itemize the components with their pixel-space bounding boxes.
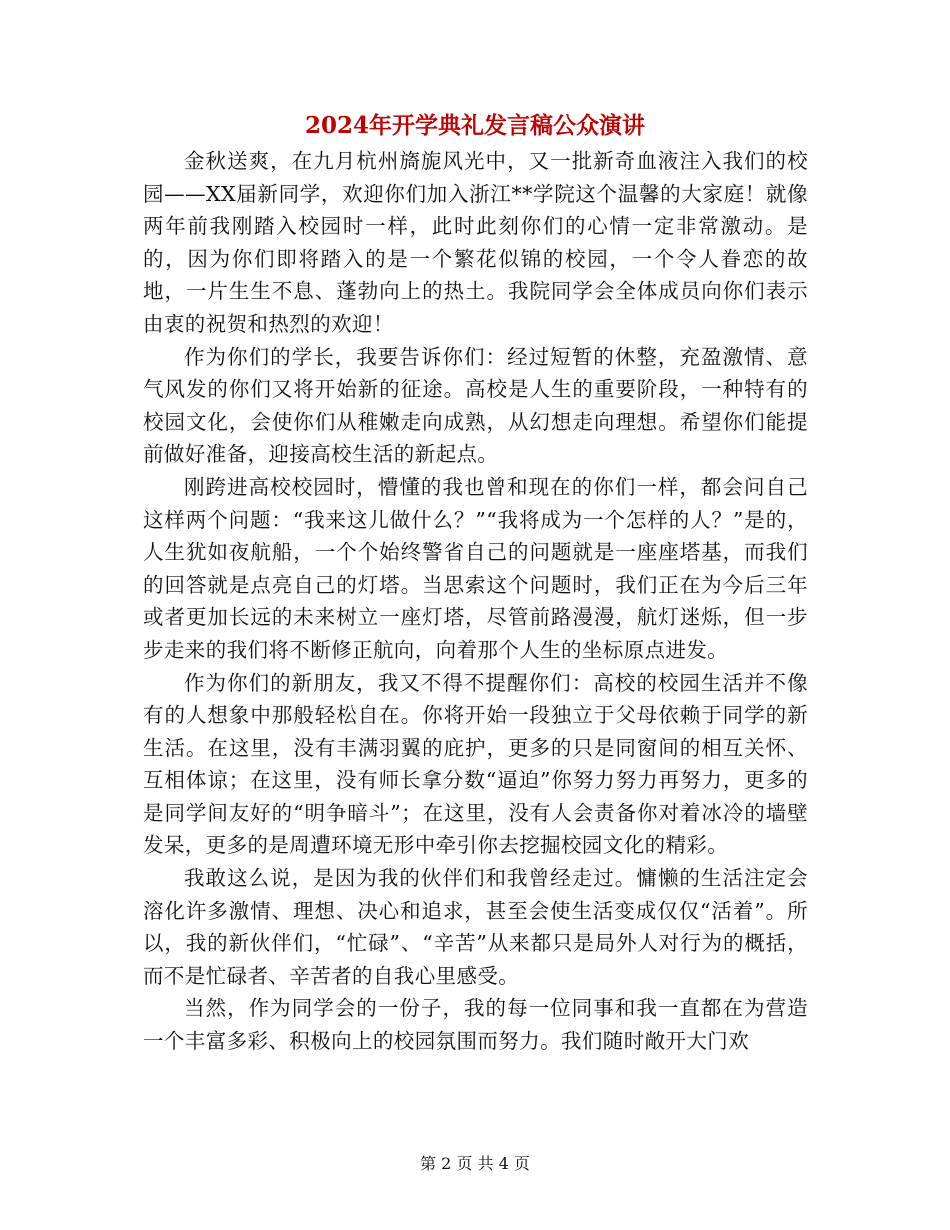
paragraph-2: 作为你们的学长，我要告诉你们：经过短暂的休整，充盈激情、意气风发的你们又将开始新的征途。高校是人生的重要阶段，一种特有的校园文化，会使你们从稚嫩走向成熟，从幻想走向理想。希望你们能提前做好准备，迎接高校生活的新起点。 xyxy=(143,344,808,467)
page-footer: 第 2 页 共 4 页 xyxy=(420,1154,530,1173)
paragraph-1: 金秋送爽，在九月杭州旖旎风光中，又一批新奇血液注入我们的校园——XX届新同学，欢迎你们加入浙江**学院这个温馨的大家庭！就像两年前我刚踏入校园时一样，此时此刻你们的心情一定非常激动。是的，因为你们即将踏入的是一个繁花似锦的校园，一个令人眷恋的故地，一片生生不息、蓬勃向上的热土。我院同学会全体成员向你们表示由衷的祝贺和热烈的欢迎！ xyxy=(143,149,808,336)
paragraph-5: 我敢这么说，是因为我的伙伴们和我曾经走过。慵懒的生活注定会溶化许多激情、理想、决心和追求，甚至会使生活变成仅仅“活着”。所以，我的新伙伴们，“忙碌”、“辛苦”从来都只是局外人对行为的概括，而不是忙碌者、辛苦者的自我心里感受。 xyxy=(143,866,808,988)
paragraph-3: 刚跨进高校校园时，懵懂的我也曾和现在的你们一样，都会问自己这样两个问题：“我来这儿做什么？”“我将成为一个怎样的人？”是的，人生犹如夜航船，一个个始终警省自己的问题就是一座座塔基，而我们的回答就是点亮自己的灯塔。当思索这个问题时，我们正在为今后三年或者更加长远的未来树立一座灯塔，尽管前路漫漫，航灯迷烁，但一步步走来的我们将不断修正航向，向着那个人生的坐标原点进发。 xyxy=(143,474,808,662)
document-body xyxy=(143,145,808,1058)
document-title: 2024年开学典礼发言稿公众演讲 xyxy=(304,112,645,139)
paragraph-4: 作为你们的新朋友，我又不得不提醒你们：高校的校园生活并不像有的人想象中那般轻松自在。你将开始一段独立于父母依赖于同学的新生活。在这里，没有丰满羽翼的庇护，更多的只是同窗间的相互关怀、互相体谅；在这里，没有师长拿分数“逼迫”你努力努力再努力，更多的是同学间友好的“明争暗斗”；在这里，没有人会责备你对着冰冷的墙壁发呆，更多的是周遭环境无形中牵引你去挖掘校园文化的精彩。 xyxy=(143,670,808,858)
paragraph-6: 当然，作为同学会的一份子，我的每一位同事和我一直都在为营造一个丰富多彩、积极向上的校园氛围而努力。我们随时敞开大门欢 xyxy=(143,996,808,1054)
